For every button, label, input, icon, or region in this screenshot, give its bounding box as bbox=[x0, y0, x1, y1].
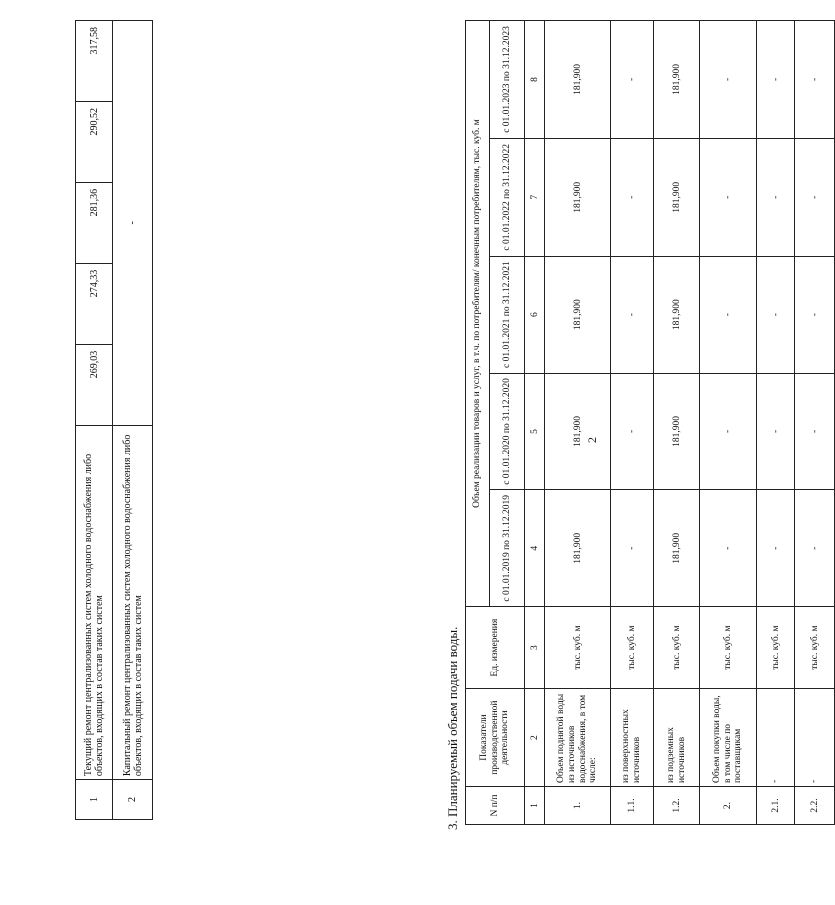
value-cell: - bbox=[795, 373, 835, 490]
value-cell: - bbox=[795, 138, 835, 256]
row-number: 1.1. bbox=[611, 787, 654, 825]
page-number: 2 bbox=[585, 437, 599, 443]
header-num: N п/п bbox=[466, 787, 525, 825]
row-unit: тыс. куб. м bbox=[700, 607, 757, 689]
value-cell: - bbox=[757, 490, 795, 607]
value-cell: - bbox=[757, 373, 795, 490]
header-period: с 01.01.2020 по 31.12.2020 bbox=[490, 373, 525, 490]
header-indicator: Показатели производственной деятельности bbox=[466, 689, 525, 787]
table-row bbox=[545, 21, 611, 825]
value-cell: - bbox=[611, 490, 654, 607]
header-unit: Ед. измерения bbox=[466, 607, 525, 689]
value-cell: 181,900 bbox=[654, 138, 700, 256]
value-cell: - bbox=[757, 138, 795, 256]
row-unit: тыс. куб. м bbox=[611, 607, 654, 689]
value-cell: 181,900 bbox=[545, 138, 611, 256]
header-row bbox=[466, 21, 490, 825]
column-number: 3 bbox=[525, 607, 545, 689]
row-label: из поверхностных источников bbox=[611, 689, 654, 787]
value-cell: - bbox=[795, 21, 835, 139]
value-cell: - bbox=[700, 256, 757, 373]
repair-costs-table bbox=[75, 20, 153, 820]
row-label: - bbox=[795, 689, 835, 787]
value-cell: 181,900 bbox=[545, 21, 611, 139]
row-unit: тыс. куб. м bbox=[545, 607, 611, 689]
value-cell: - bbox=[700, 138, 757, 256]
row-number: 2.1. bbox=[757, 787, 795, 825]
value-cell: 290,52 bbox=[76, 101, 113, 182]
table-row bbox=[757, 21, 795, 825]
row-text: Текущий ремонт централизованных систем холодного водоснабжения либо объектов, входящих в состав таких систем bbox=[76, 425, 113, 779]
row-unit: тыс. куб. м bbox=[654, 607, 700, 689]
value-cell: - bbox=[611, 373, 654, 490]
row-label: Объем покупки воды, в том числе по поставщикам bbox=[700, 689, 757, 787]
table-row bbox=[611, 21, 654, 825]
value-cell: - bbox=[611, 256, 654, 373]
column-number-row bbox=[525, 21, 545, 825]
value-cell: 181,900 bbox=[654, 373, 700, 490]
column-number: 4 bbox=[525, 490, 545, 607]
row-label: - bbox=[757, 689, 795, 787]
value-cell: 181,900 bbox=[654, 21, 700, 139]
row-unit: тыс. куб. м bbox=[757, 607, 795, 689]
value-cell: - bbox=[795, 256, 835, 373]
column-number: 7 bbox=[525, 138, 545, 256]
row-number: 1. bbox=[545, 787, 611, 825]
header-period: с 01.01.2023 по 31.12.2023 bbox=[490, 21, 525, 139]
row-number: 1.2. bbox=[654, 787, 700, 825]
value-cell: - bbox=[700, 490, 757, 607]
value-cell: - bbox=[611, 138, 654, 256]
value-cell: 181,900 bbox=[545, 373, 611, 490]
row-label: из подземных источников bbox=[654, 689, 700, 787]
row-number: 2.2. bbox=[795, 787, 835, 825]
value-cell: - bbox=[757, 256, 795, 373]
row-unit: тыс. куб. м bbox=[795, 607, 835, 689]
row-number: 2 bbox=[113, 780, 153, 820]
table-row bbox=[654, 21, 700, 825]
column-number: 5 bbox=[525, 373, 545, 490]
table-row bbox=[795, 21, 835, 825]
column-number: 1 bbox=[525, 787, 545, 825]
section-title: 3. Планируемый объем подачи воды. bbox=[445, 626, 460, 830]
value-cell: 181,900 bbox=[654, 490, 700, 607]
header-period: с 01.01.2022 по 31.12.2022 bbox=[490, 138, 525, 256]
value-cell: - bbox=[700, 373, 757, 490]
row-number: 2. bbox=[700, 787, 757, 825]
row-text: Капитальный ремонт централизованных систем холодного водоснабжения либо объектов, входящих в состав таких систем bbox=[113, 425, 153, 779]
column-number: 2 bbox=[525, 689, 545, 787]
value-cell: 181,900 bbox=[545, 256, 611, 373]
water-supply-table bbox=[465, 20, 835, 825]
value-cell: - bbox=[611, 21, 654, 139]
header-period: с 01.01.2019 по 31.12.2019 bbox=[490, 490, 525, 607]
column-number: 6 bbox=[525, 256, 545, 373]
value-cell: 269,03 bbox=[76, 344, 113, 425]
row-number: 1 bbox=[76, 780, 113, 820]
value-cell: 274,33 bbox=[76, 263, 113, 344]
value-cell: - bbox=[700, 21, 757, 139]
table-row bbox=[113, 21, 153, 820]
table-row bbox=[700, 21, 757, 825]
value-cell: - bbox=[113, 21, 153, 426]
value-cell: 317,58 bbox=[76, 21, 113, 102]
value-cell: - bbox=[795, 490, 835, 607]
value-cell: - bbox=[757, 21, 795, 139]
header-period: с 01.01.2021 по 31.12.2021 bbox=[490, 256, 525, 373]
value-cell: 281,36 bbox=[76, 182, 113, 263]
column-number: 8 bbox=[525, 21, 545, 139]
value-cell: 181,900 bbox=[654, 256, 700, 373]
row-label: Объем поднятой воды из источников водоснабжения, в том числе: bbox=[545, 689, 611, 787]
header-group: Объем реализации товаров и услуг, в т.ч. по потребителям/ конечным потребителям, тыс. куб. м bbox=[466, 21, 490, 607]
value-cell: 181,900 bbox=[545, 490, 611, 607]
table-row bbox=[76, 21, 113, 820]
